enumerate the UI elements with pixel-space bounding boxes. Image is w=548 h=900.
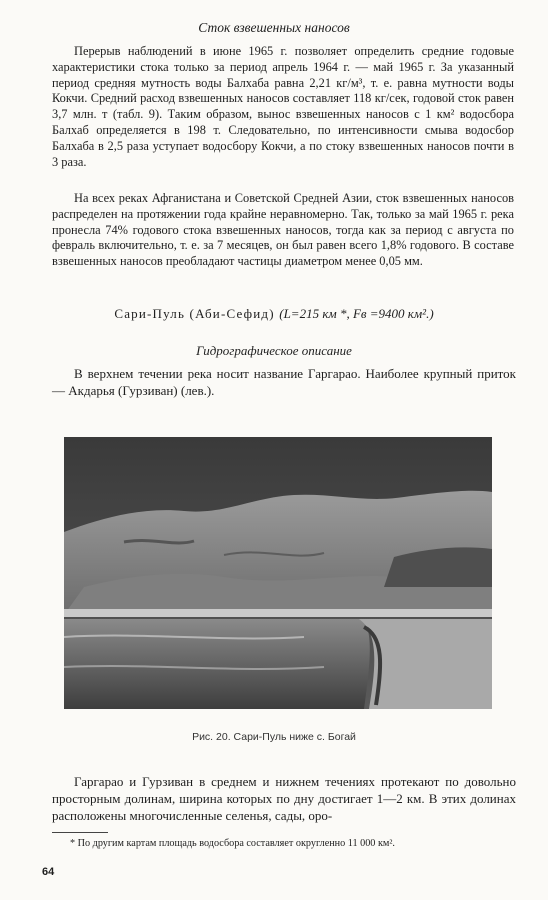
- paragraph-upper-course: В верхнем течении река носит название Гаргарао. Наиболее крупный приток — Акдарья (Гурзиван) (лев.).: [52, 366, 516, 398]
- paragraph-sediment-1: Перерыв наблюдений в июне 1965 г. позволяет определить средние годовые характеристики стока только за период апрель 1964 г. — май 1965 г. За указанный период средняя мутность воды Балхаба равна 2,21 кг/м³, т. е. равна мутности воды Кокчи. Средний расход взвешенных наносов составляет 118 кг/сек, годовой сток равен 3,7 млн. т (табл. 9). Таким образом, вынос взвешенных наносов с 1 км² водосбора Балхаб определяется в 198 т. Следовательно, по интенсивности смыва водосбор Балхаба в 2,5 раза уступает водосбору Кокчи, а по стоку взвешенных наносов почти в 3 раза.: [52, 44, 514, 169]
- river-photo: [64, 437, 492, 709]
- paragraph-lower-course: Гаргарао и Гурзиван в среднем и нижнем течениях протекают по довольно просторным долинам, ширина которых по дну достигает 1—2 км. В этих долинах расположены многочисленные селенья, сады, оро-: [52, 774, 516, 823]
- paragraph-sediment-2: На всех реках Афганистана и Советской Средней Азии, сток взвешенных наносов распределен на протяжении года крайне неравномерно. Так, только за май 1965 г. река пронесла 74% годового стока взвешенных наносов, тогда как за период с августа по февраль включительно, т. е. за 7 месяцев, он был равен всего 1,8% годового. В составе взвешенных наносов преобладают частицы диаметром менее 0,05 мм.: [52, 191, 514, 269]
- landscape-photo-icon: [64, 437, 492, 709]
- subsection-title: Гидрографическое описание: [196, 343, 352, 358]
- footnote: * По другим картам площадь водосбора составляет округленно 11 000 км².: [70, 838, 395, 849]
- page-number: 64: [42, 866, 55, 878]
- footnote-rule: [52, 832, 108, 833]
- figure-caption: Рис. 20. Сари-Пуль ниже с. Богай: [192, 731, 356, 743]
- river-heading: [0, 306, 548, 322]
- river-parameters: (L=215 км *, Fв =9400 км².): [279, 306, 434, 321]
- section-title: Сток взвешенных наносов: [198, 20, 350, 35]
- river-name: Сари-Пуль (Аби-Сефид): [114, 306, 275, 321]
